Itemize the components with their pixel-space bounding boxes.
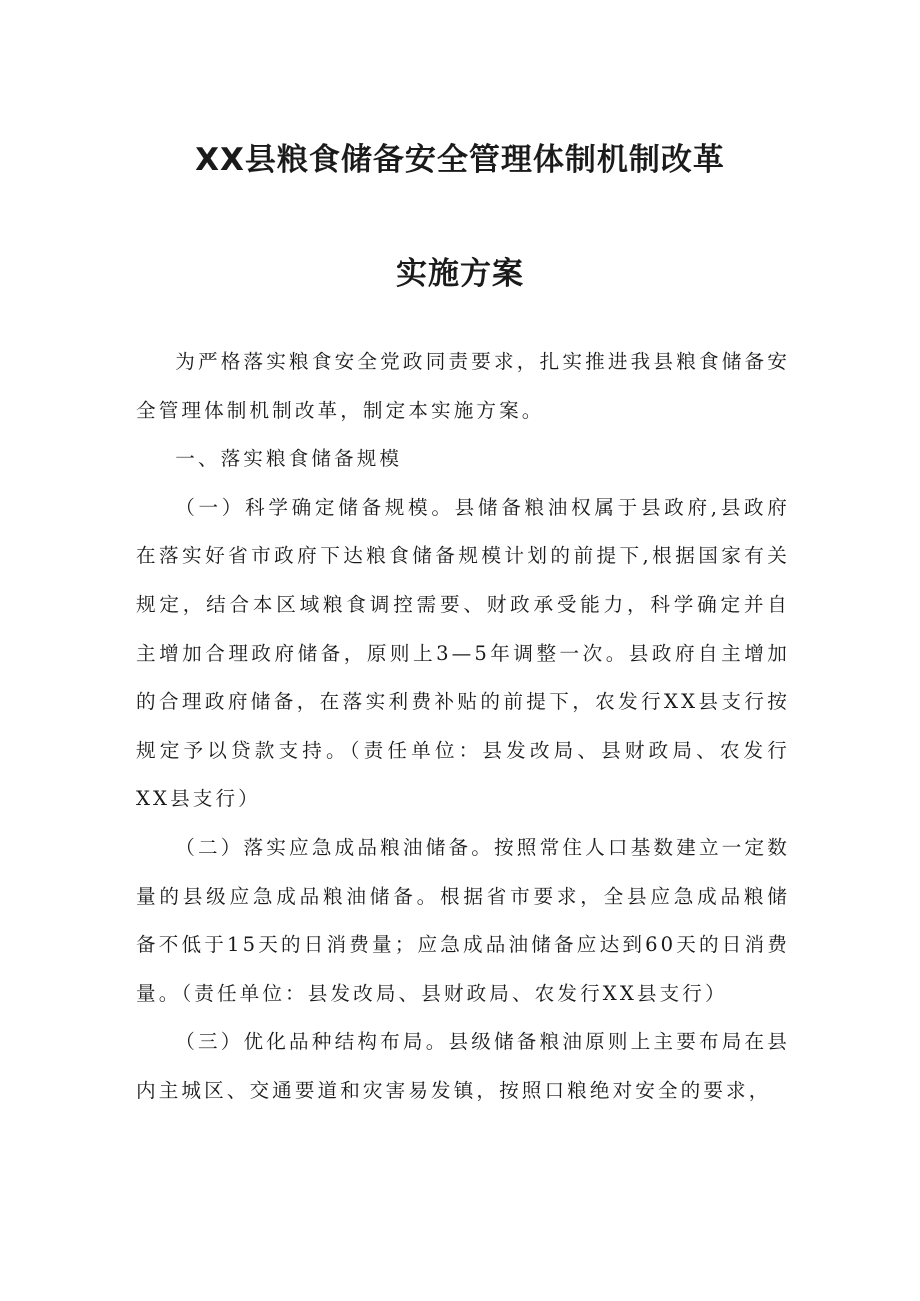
paragraph-1-3: （三）优化品种结构布局。县级储备粮油原则上主要布局在县内主城区、交通要道和灾害易发镇，按照口粮绝对安全的要求，	[136, 1030, 790, 1102]
document-subtitle: 实施方案	[396, 256, 524, 292]
intro-paragraph: 为严格落实粮食安全党政同责要求，扎实推进我县粮食储备安全管理体制机制改革，制定本实施方案。	[136, 350, 790, 422]
document-title: XX县粮食储备安全管理体制机制改革	[195, 142, 725, 178]
paragraph-1-1: （一）科学确定储备规模。县储备粮油权属于县政府,县政府在落实好省市政府下达粮食储备规模计划的前提下,根据国家有关规定，结合本区域粮食调控需要、财政承受能力，科学确定并自主增加合理政府储备，原则上3—5年调整一次。县政府自主增加的合理政府储备，在落实利费补贴的前提下，农发行XX县支行按规定予以贷款支持。（责任单位：县发改局、县财政局、农发行XX县支行）	[136, 495, 790, 811]
paragraph-1-2: （二）落实应急成品粮油储备。按照常住人口基数建立一定数量的县级应急成品粮油储备。根据省市要求，全县应急成品粮储备不低于15天的日消费量；应急成品油储备应达到60天的日消费量。（责任单位：县发改局、县财政局、农发行XX县支行）	[136, 835, 790, 1005]
section-heading-1: 一、落实粮食储备规模	[175, 447, 403, 471]
document-body	[136, 338, 790, 1116]
